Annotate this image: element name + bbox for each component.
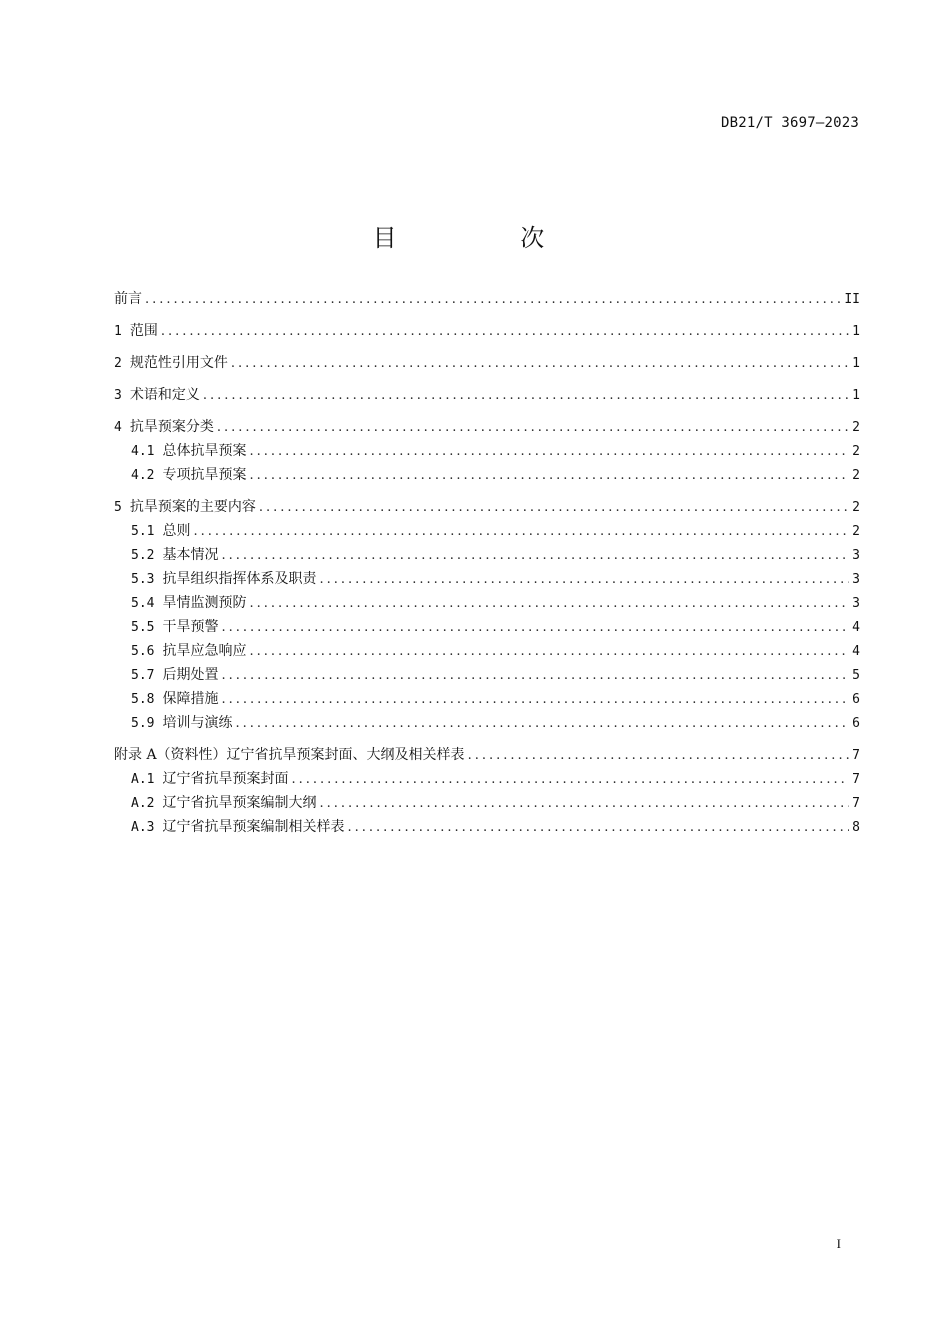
- toc-entry-title: 保障措施: [162, 691, 219, 707]
- toc-entry-label: [131, 791, 316, 816]
- toc-leader-dots: [221, 664, 849, 688]
- toc-entry[interactable]: [114, 495, 860, 519]
- toc-entry[interactable]: [114, 663, 860, 687]
- toc-entry[interactable]: [114, 591, 860, 615]
- toc-entry[interactable]: [114, 319, 860, 343]
- toc-entry-title: 专项抗旱预案: [162, 467, 247, 483]
- toc-entry-number: 5.6: [131, 644, 155, 659]
- toc-entry-label: [131, 687, 218, 712]
- toc-entry[interactable]: [114, 519, 860, 543]
- toc-entry-title: 基本情况: [162, 547, 219, 563]
- toc-entry-page: 4: [852, 620, 860, 635]
- toc-leader-dots: [259, 496, 849, 520]
- toc-entry-number: 4.2: [131, 468, 155, 483]
- toc-leader-dots: [347, 816, 849, 840]
- toc-entry-page: 1: [852, 356, 860, 371]
- toc-leader-dots: [319, 568, 849, 592]
- toc-entry-page: 2: [852, 500, 860, 515]
- toc-entry-label: [114, 743, 465, 767]
- toc-entry-number: A.1: [131, 772, 155, 787]
- toc-entry[interactable]: [114, 287, 860, 311]
- toc-leader-dots: [249, 440, 849, 464]
- toc-entry-label: [131, 711, 232, 736]
- toc-entry-label: [131, 663, 218, 688]
- toc-entry-page: 2: [852, 444, 860, 459]
- toc-entry[interactable]: [114, 767, 860, 791]
- toc-entry-label: [131, 543, 218, 568]
- toc-entry-label: [114, 415, 214, 440]
- toc-entry-label: [131, 815, 344, 840]
- toc-entry-title: 范围: [129, 323, 158, 339]
- toc-entry-label: [131, 567, 316, 592]
- toc-entry-label: [114, 319, 158, 344]
- toc-entry-title: 抗旱组织指挥体系及职责: [162, 571, 317, 587]
- toc-entry-page: 4: [852, 644, 860, 659]
- toc-entry-title: 培训与演练: [162, 715, 233, 731]
- toc-entry-page: 8: [852, 820, 860, 835]
- toc-leader-dots: [203, 384, 849, 408]
- toc-entry-title: 术语和定义: [129, 387, 200, 403]
- toc-entry[interactable]: [114, 543, 860, 567]
- toc-entry-title: 辽宁省抗旱预案编制相关样表: [162, 819, 345, 835]
- toc-leader-dots: [249, 640, 849, 664]
- toc-entry-title: 规范性引用文件: [129, 355, 228, 371]
- toc-entry-page: 1: [852, 388, 860, 403]
- toc-entry-title: 干旱预警: [162, 619, 219, 635]
- toc-entry[interactable]: [114, 567, 860, 591]
- toc-entry-label: [131, 767, 288, 792]
- toc-leader-dots: [468, 744, 850, 768]
- toc-entry-page: 2: [852, 468, 860, 483]
- toc-entry-page: 3: [852, 548, 860, 563]
- toc-leader-dots: [291, 768, 849, 792]
- toc-leader-dots: [221, 688, 849, 712]
- toc-entry-number: 5.4: [131, 596, 155, 611]
- toc-entry-label: [114, 287, 142, 311]
- page-number: I: [836, 1236, 841, 1251]
- toc-entry-number: 3: [114, 388, 122, 403]
- toc-entry-label: [131, 591, 246, 616]
- toc-entry-page: 2: [852, 524, 860, 539]
- toc-entry-page: 7: [852, 772, 860, 787]
- toc-leader-dots: [145, 288, 841, 312]
- toc-entry-number: 5.8: [131, 692, 155, 707]
- toc-entry-number: 4.1: [131, 444, 155, 459]
- toc-entry-page: 6: [852, 692, 860, 707]
- toc-entry-page: II: [844, 292, 860, 307]
- page-title: 目 次: [372, 224, 603, 253]
- toc-entry-number: 5.9: [131, 716, 155, 731]
- toc-entry-number: 5.7: [131, 668, 155, 683]
- toc-entry[interactable]: [114, 711, 860, 735]
- toc-entry[interactable]: [114, 615, 860, 639]
- toc-leader-dots: [319, 792, 849, 816]
- toc-entry[interactable]: [114, 639, 860, 663]
- toc-entry[interactable]: [114, 791, 860, 815]
- toc-entry-label: [131, 615, 218, 640]
- toc-entry-label: [131, 639, 246, 664]
- toc-leader-dots: [231, 352, 849, 376]
- toc-entry[interactable]: [114, 463, 860, 487]
- toc-entry[interactable]: [114, 743, 860, 767]
- toc-leader-dots: [193, 520, 849, 544]
- toc-entry-title: 抗旱预案的主要内容: [129, 499, 256, 515]
- toc-leader-dots: [161, 320, 849, 344]
- toc-entry[interactable]: [114, 439, 860, 463]
- toc-entry-number: 5: [114, 500, 122, 515]
- toc-entry[interactable]: [114, 383, 860, 407]
- toc-leader-dots: [221, 616, 849, 640]
- toc-entry-title: 后期处置: [162, 667, 219, 683]
- toc-entry-number: 5.3: [131, 572, 155, 587]
- toc-entry-page: 3: [852, 572, 860, 587]
- toc-entry-title: 旱情监测预防: [162, 595, 247, 611]
- toc-entry-title: 抗旱预案分类: [129, 419, 214, 435]
- document-code: DB21/T 3697—2023: [720, 115, 859, 131]
- toc-entry-page: 2: [852, 420, 860, 435]
- toc-entry-title: 前言: [114, 291, 142, 307]
- toc-entry-label: [114, 351, 228, 376]
- toc-entry-label: [114, 383, 200, 408]
- toc-entry-page: 6: [852, 716, 860, 731]
- toc-entry-title: 总体抗旱预案: [162, 443, 247, 459]
- toc-entry-label: [131, 463, 246, 488]
- toc-entry-number: 2: [114, 356, 122, 371]
- toc-entry[interactable]: [114, 351, 860, 375]
- toc-entry-page: 7: [852, 796, 860, 811]
- toc-entry-number: A.2: [131, 796, 155, 811]
- toc-entry[interactable]: [114, 687, 860, 711]
- toc-entry-number: A.3: [131, 820, 155, 835]
- toc-entry-label: [131, 519, 190, 544]
- toc-entry-title: 附录 A（资料性）辽宁省抗旱预案封面、大纲及相关样表: [114, 747, 465, 763]
- toc-leader-dots: [217, 416, 849, 440]
- toc-entry-title: 总则: [162, 523, 191, 539]
- toc-leader-dots: [221, 544, 849, 568]
- toc-entry-page: 5: [852, 668, 860, 683]
- toc-entry-page: 7: [852, 748, 860, 763]
- toc-entry-number: 5.5: [131, 620, 155, 635]
- toc-entry-page: 1: [852, 324, 860, 339]
- toc-entry-title: 辽宁省抗旱预案封面: [162, 771, 289, 787]
- toc-leader-dots: [235, 712, 849, 736]
- toc-entry-label: [114, 495, 256, 520]
- toc-entry[interactable]: [114, 415, 860, 439]
- toc-entry-title: 辽宁省抗旱预案编制大纲: [162, 795, 317, 811]
- toc-entry[interactable]: [114, 815, 860, 839]
- toc-entry-number: 5.1: [131, 524, 155, 539]
- toc-entry-number: 1: [114, 324, 122, 339]
- toc-entry-label: [131, 439, 246, 464]
- table-of-contents: [114, 287, 860, 839]
- toc-leader-dots: [249, 592, 849, 616]
- toc-entry-number: 4: [114, 420, 122, 435]
- toc-entry-page: 3: [852, 596, 860, 611]
- toc-entry-title: 抗旱应急响应: [162, 643, 247, 659]
- toc-leader-dots: [249, 464, 849, 488]
- toc-entry-number: 5.2: [131, 548, 155, 563]
